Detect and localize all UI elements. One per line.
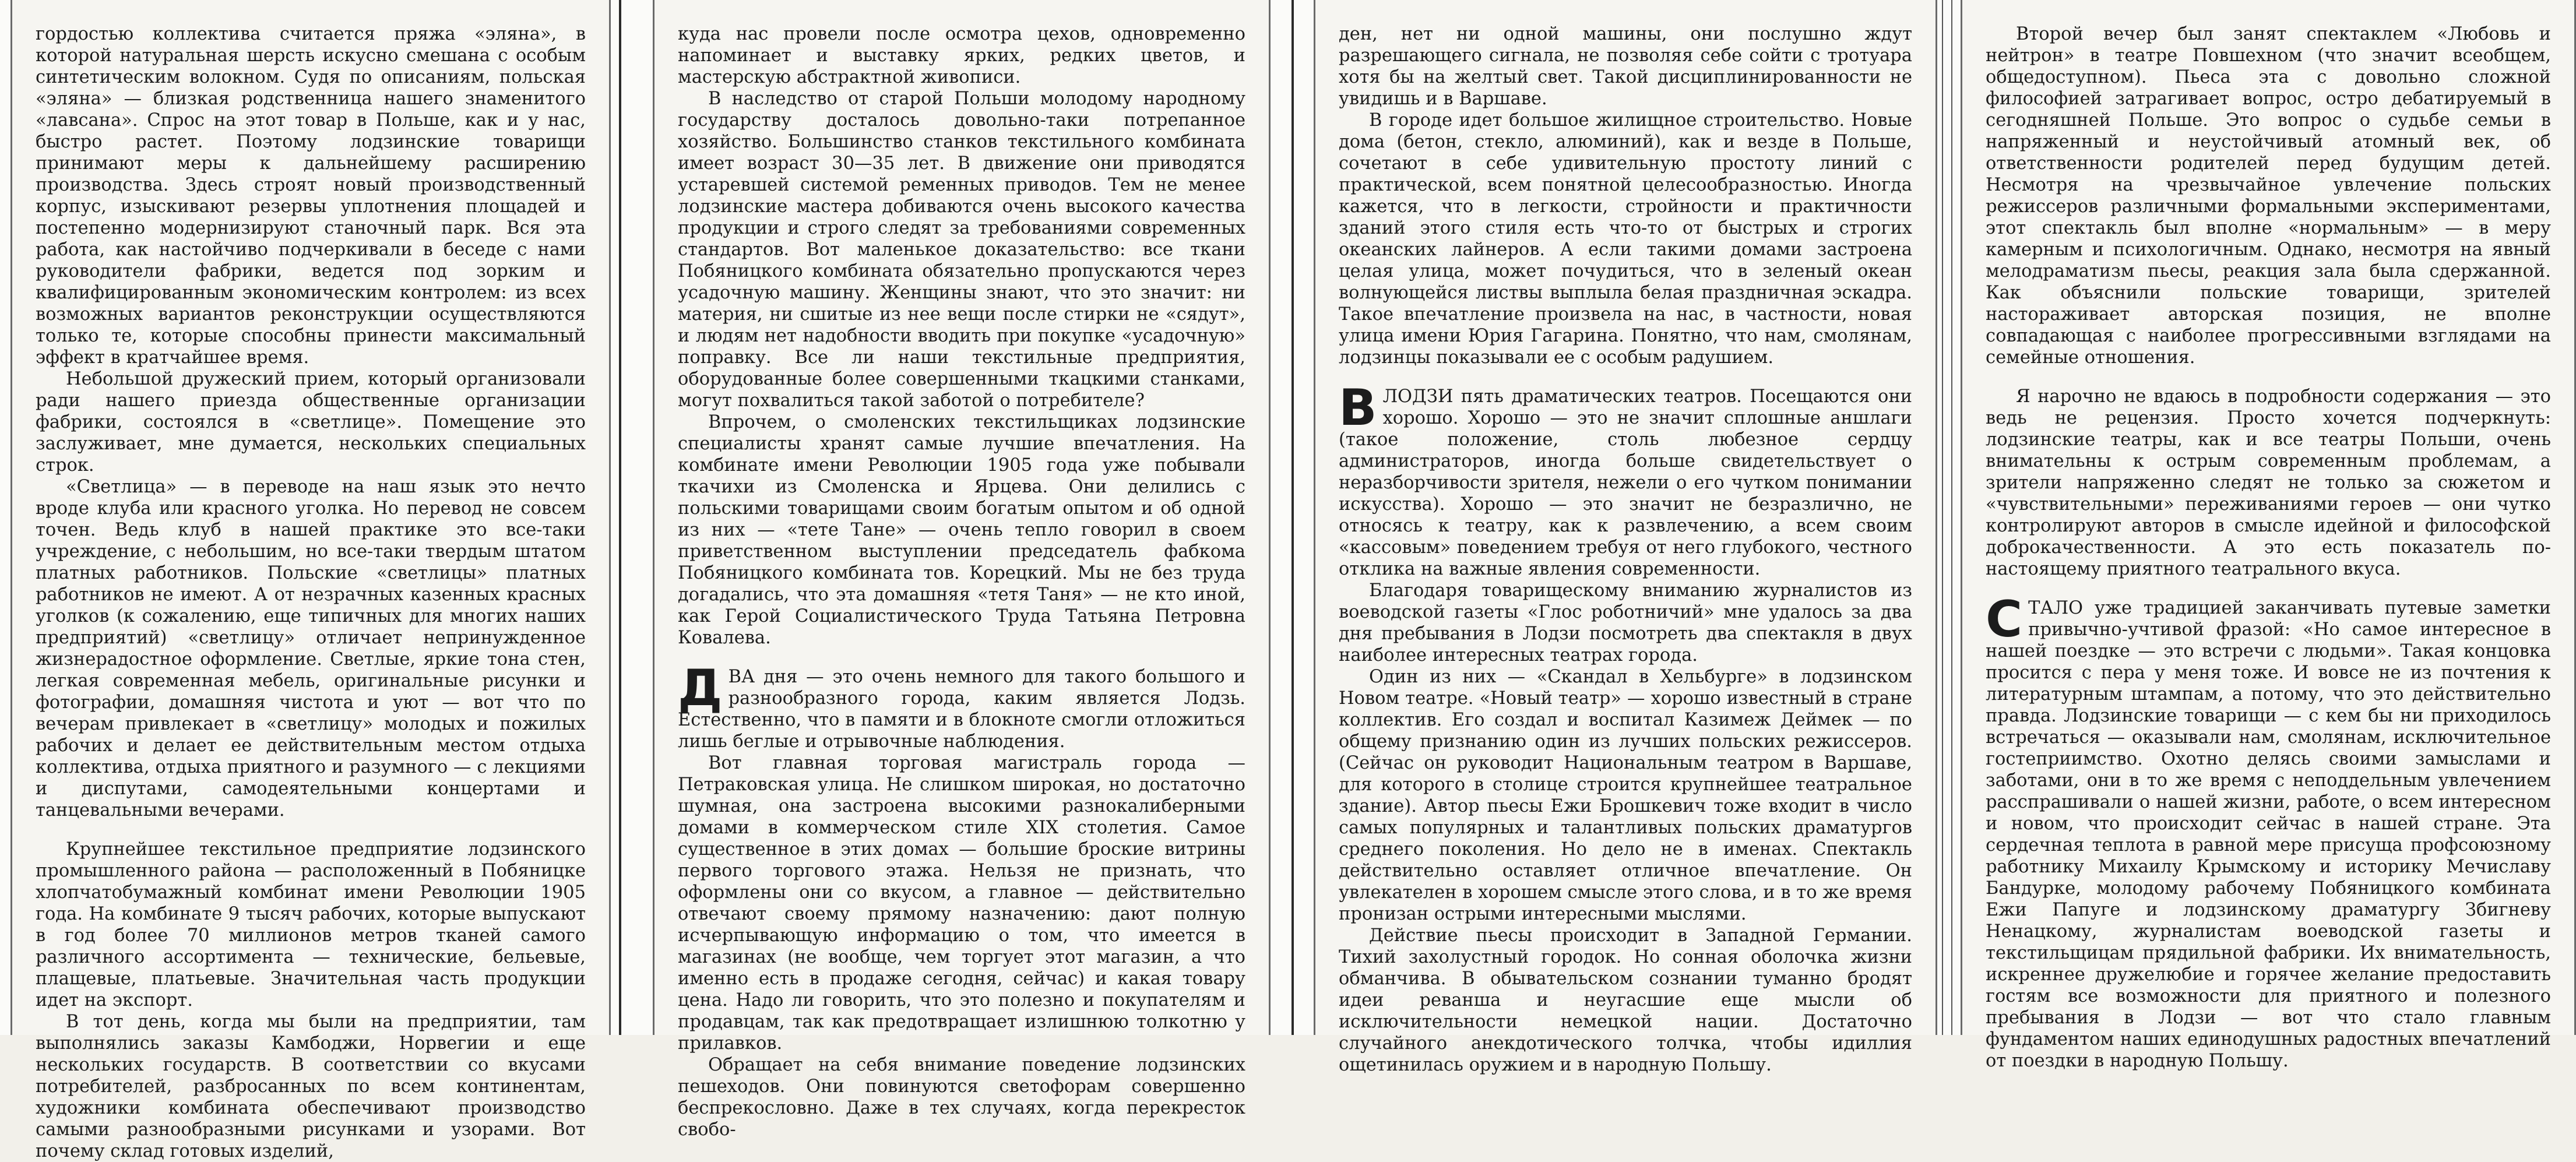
article-paragraph: Второй вечер был занят спектаклем «Любовь и нейтрон» в театре Повшехном (что значит всеобщем, общедоступном). Пьеса эта с довольно сложной философией затрагивает вопрос, остро дебатируемый в сегодняшней Польше. Это вопрос о судьбе семьи в напряженный и неустойчивый атомный век, об ответственности родителей перед будущим детей. Несмотря на чрезвычайное увлечение польских режиссеров различными формальными экспериментами, этот спектакль был вполне «нормальным» — в меру камерным и психологичным. Однако, несмотря на явный мелодраматизм пьесы, реакция зала была сдержанной. Как объяснили польские товарищи, зрителей настораживает авторская позиция, не вполне совпадающая с наиболее прогрессивными взглядами на семейные отношения. <box>1986 24 2551 368</box>
article-paragraph: гордостью коллектива считается пряжа «эляна», в которой натуральная шерсть искусно смешана с особым синтетическим волокном. Судя по описаниям, польская «эляна» — близкая родственница нашего знаменитого «лавсана». Спрос на этот товар в Польше, как и у нас, быстро растет. Поэтому лодзинские товарищи принимают меры к дальнейшему расширению производства. Здесь строят новый производственный корпус, изыскивают резервы уплотнения площадей и постепенно модернизируют станочный парк. Вся эта работа, как настойчиво подчеркивали в беседе с нами руководители фабрики, ведется под зорким и квалифицированным экономическим контролем: из всех возможных вариантов реконструкции осуществляются только те, которые способны принести максимальный эффект в кратчайшее время. <box>36 24 586 368</box>
article-paragraph <box>1986 590 2551 1072</box>
article-paragraph: Впрочем, о смоленских текстильщиках лодзинские специалисты хранят самые лучшие впечатления. На комбинате имени Революции 1905 года уже побывали ткачихи из Смоленска и Ярцева. Они делились с польскими товарищами своим богатым опытом и об одной из них — «тете Тане» — очень тепло говорил в своем приветственном выступлении председатель фабкома Побяницкого комбината тов. Корецкий. Мы не без труда догадались, что эта домашняя «тетя Таня» — не кто иной, как Герой Социалистического Труда Татьяна Петровна Ковалева. <box>678 412 1245 648</box>
article-paragraph: Крупнейшее текстильное предприятие лодзинского промышленного района — расположенный в Побяницке хлопчатобумажный комбинат имени Революции 1905 года. На комбинате 9 тысяч рабочих, которые выпускают в год более 70 миллионов метров тканей самого различного ассортимента — технические, бельевые, плащевые, платьевые. Значительная часть продукции идет на экспорт. <box>36 839 586 1010</box>
article-column-3 <box>1314 0 1937 1075</box>
left-margin <box>0 0 10 1035</box>
article-paragraph: Благодаря товарищескому вниманию журналистов из воеводской газеты «Глос роботничий» мне удалось за два дня пребывания в Лодзи посмотреть два спектакля в двух наиболее интересных театрах города. <box>1339 580 1912 665</box>
paragraph-text: ВА дня — это очень немного для такого большого и разнообразного города, каким является Лодзь. Естественно, что в памяти и в блокноте смогли отложиться лишь беглые и отрывочные наблюдения. <box>678 667 1245 752</box>
article-paragraph: Действие пьесы происходит в Западной Германии. Тихий захолустный городок. Но сонная оболочка жизни обманчива. В обывательском сознании туманно бродят идеи реванша и неугасшие еще мысли об исключительности немецкой нации. Достаточно случайного анекдотического толчка, чтобы идиллия ощетинилась оружием и в народную Польшу. <box>1339 925 1912 1075</box>
article-column-2 <box>653 0 1271 1140</box>
article-paragraph: В городе идет большое жилищное строительство. Новые дома (бетон, стекло, алюминий), как и везде в Польше, сочетают в себе удивительную простоту линий с практической, всем понятной целесообразностью. Иногда кажется, что в легкости, стройности и практичности зданий этого стиля есть что-то от быстрых и строгих океанских лайнеров. А если такими домами застроена целая улица, может почудиться, что в зеленый океан волнующейся листвы выплыла белая праздничная эскадра. Такое впечатление произвела на нас, в частности, новая улица имени Юрия Гагарина. Понятно, что нам, смолянам, лодзинцы показывали ее с особым радушием. <box>1339 110 1912 368</box>
article-paragraph: Обращает на себя внимание поведение лодзинских пешеходов. Они повинуются светофорам совершенно беспрекословно. Даже в тех случаях, когда перекресток свобо- <box>678 1055 1245 1140</box>
drop-cap-letter: С <box>1986 590 2023 649</box>
drop-cap-letter: Д <box>678 659 723 717</box>
paragraph-text: ЛОДЗИ пять драматических театров. Посещаются они хорошо. Хорошо — это не значит сплошные аншлаги (такое положение, столь любезное сердцу администраторов, иногда больше свидетельствует о неразборчивости зрителя, нежели о его чутком понимании искусства). Хорошо — это значит не безразлично, не относясь к театру, как к развлечению, а всем своим «кассовым» поведением требуя от него глубокого, честного отклика на важные явления современности. <box>1339 386 1912 579</box>
article-paragraph <box>1339 379 1912 580</box>
drop-cap-letter: В <box>1339 379 1377 437</box>
column-gutter-1 <box>611 0 653 1035</box>
article-paragraph <box>678 659 1245 752</box>
article-paragraph: Небольшой дружеский прием, который организовали ради нашего приезда общественные организации фабрики, состоялся в «светлице». Помещение это заслуживает, мне думается, нескольких специальных строк. <box>36 369 586 476</box>
paragraph-text: ТАЛО уже традицией заканчивать путевые заметки привычно-учтивой фразой: «Но самое интересное в нашей поездке — это встречи с людьми». Такая концовка просится с пера у меня тоже. И вовсе не из почтения к литературным штампам, а потому, что это действительно правда. Лодзинские товарищи — с кем бы ни приходилось встречаться — оказывали нам, смолянам, исключительное гостеприимство. Охотно делясь своими замыслами и заботами, они в то же время с неподдельным увлечением расспрашивали о нашей жизни, работе, о всем интересном и новом, что происходит сейчас в нашей стране. Эта сердечная теплота в равной мере присуща профсоюзному работнику Михаилу Крымскому и историку Мечиславу Бандурке, молодому рабочему Побяницкого комбината Ежи Папуге и лодзинскому драматургу Збигневу Ненацкому, журналистам воеводской газеты и текстильщицам прядильной фабрики. Их внимательность, искреннее дружелюбие и горячее желание предоставить гостям все возможности для приятного и полезного пребывания в Лодзи — вот что стало главным фундаментом наших единодушных радостных впечатлений от поездки в народную Польшу. <box>1986 598 2551 1071</box>
article-paragraph: куда нас провели после осмотра цехов, одновременно напоминает и выставку ярких, редких цветов, и мастерскую абстрактной живописи. <box>678 24 1245 87</box>
article-paragraph: Я нарочно не вдаюсь в подробности содержания — это ведь не рецензия. Просто хочется подчеркнуть: лодзинские театры, как и все театры Польши, очень внимательны к острым современным проблемам, а зрители напряженно следят не только за сюжетом и «чувствительными» переживаниями героев — они чутко контролируют авторов в смысле идейной и философской доброкачественности. А это есть показатель по-настоящему приятного театрального вкуса. <box>1986 386 2551 579</box>
article-paragraph: ден, нет ни одной машины, они послушно ждут разрешающего сигнала, не позволяя себе сойти с тротуара хотя бы на желтый свет. Такой дисциплинированности не увидишь и в Варшаве. <box>1339 24 1912 109</box>
article-column-4 <box>1961 0 2576 1071</box>
article-paragraph: Вот главная торговая магистраль города — Петраковская улица. Не слишком широкая, но достаточно шумная, она застроена высокими разнокалиберными домами в коммерческом стиле XIX столетия. Самое существенное в этих домах — большие броские витрины первого торгового этажа. Нельзя не признать, что оформлены они со вкусом, а главное — действительно отвечают своему прямому назначению: дают полную исчерпывающую информацию о том, что имеется в магазинах (не вообще, чем торгует этот магазин, а что именно есть в продаже сегодня, сейчас) и какая товару цена. Надо ли говорить, что это полезно и покупателям и продавцам, так как предотвращает излишнюю толкотню у прилавков. <box>678 753 1245 1054</box>
column-gutter-3 <box>1937 0 1961 1035</box>
article-paragraph: Один из них — «Скандал в Хельбурге» в лодзинском Новом театре. «Новый театр» — хорошо известный в стране коллектив. Его создал и воспитал Казимеж Деймек — по общему признанию один из лучших польских режиссеров. (Сейчас он руководит Национальным театром в Варшаве, для которого в столице строится крупнейшее театральное здание). Автор пьесы Ежи Брошкевич тоже входит в число самых популярных и талантливых польских драматургов среднего поколения. Но дело не в именах. Спектакль действительно оставляет отличное впечатление. Он увлекателен в хорошем смысле этого слова, и в то же время пронизан острыми интересными мыслями. <box>1339 667 1912 924</box>
article-paragraph: В наследство от старой Польши молодому народному государству досталось довольно-таки потрепанное хозяйство. Большинство станков текстильного комбината имеет возраст 30—35 лет. В движение они приводятся устаревшей системой ременных приводов. Тем не менее лодзинские мастера добиваются очень высокого качества продукции и строго следят за требованиями современных стандартов. Вот маленькое доказательство: все ткани Побяницкого комбината обязательно пропускаются через усадочную машину. Женщины знают, что это значит: ни материя, ни сшитые из нее вещи после стирки не «сядут», и людям нет надобности вводить при покупке «усадочную» поправку. Все ли наши текстильные предприятия, оборудованные более совершенными ткацкими станками, могут похвалиться такой заботой о потребителе? <box>678 89 1245 411</box>
column-gutter-2 <box>1271 0 1314 1035</box>
article-paragraph: «Светлица» — в переводе на наш язык это нечто вроде клуба или красного уголка. Но перевод не совсем точен. Ведь клуб в нашей практике это все-таки учреждение, с небольшим, но все-таки твердым штатом платных работников. Польские «светлицы» платных работников не имеют. А от незрачных казенных красных уголков (к сожалению, еще типичных для многих наших предприятий) «светлицу» отличает непринужденное жизнерадостное оформление. Светлые, яркие тона стен, легкая современная мебель, оригинальные рисунки и фотографии, домашняя чистота и уют — вот что по вечерам привлекает в «светлицу» молодых и пожилых рабочих и делает ее действительным местом отдыха коллектива, отдыха приятного и разумного — с лекциями и диспутами, самодеятельными концертами и танцевальными вечерами. <box>36 477 586 821</box>
article-paragraph: В тот день, когда мы были на предприятии, там выполнялись заказы Камбоджи, Норвегии и еще нескольких государств. В соответствии со вкусами потребителей, разбросанных по всем континентам, художники комбината обеспечивают производство самыми разнообразными рисунками и узорами. Вот почему склад готовых изделий, <box>36 1012 586 1161</box>
article-column-1 <box>10 0 611 1161</box>
